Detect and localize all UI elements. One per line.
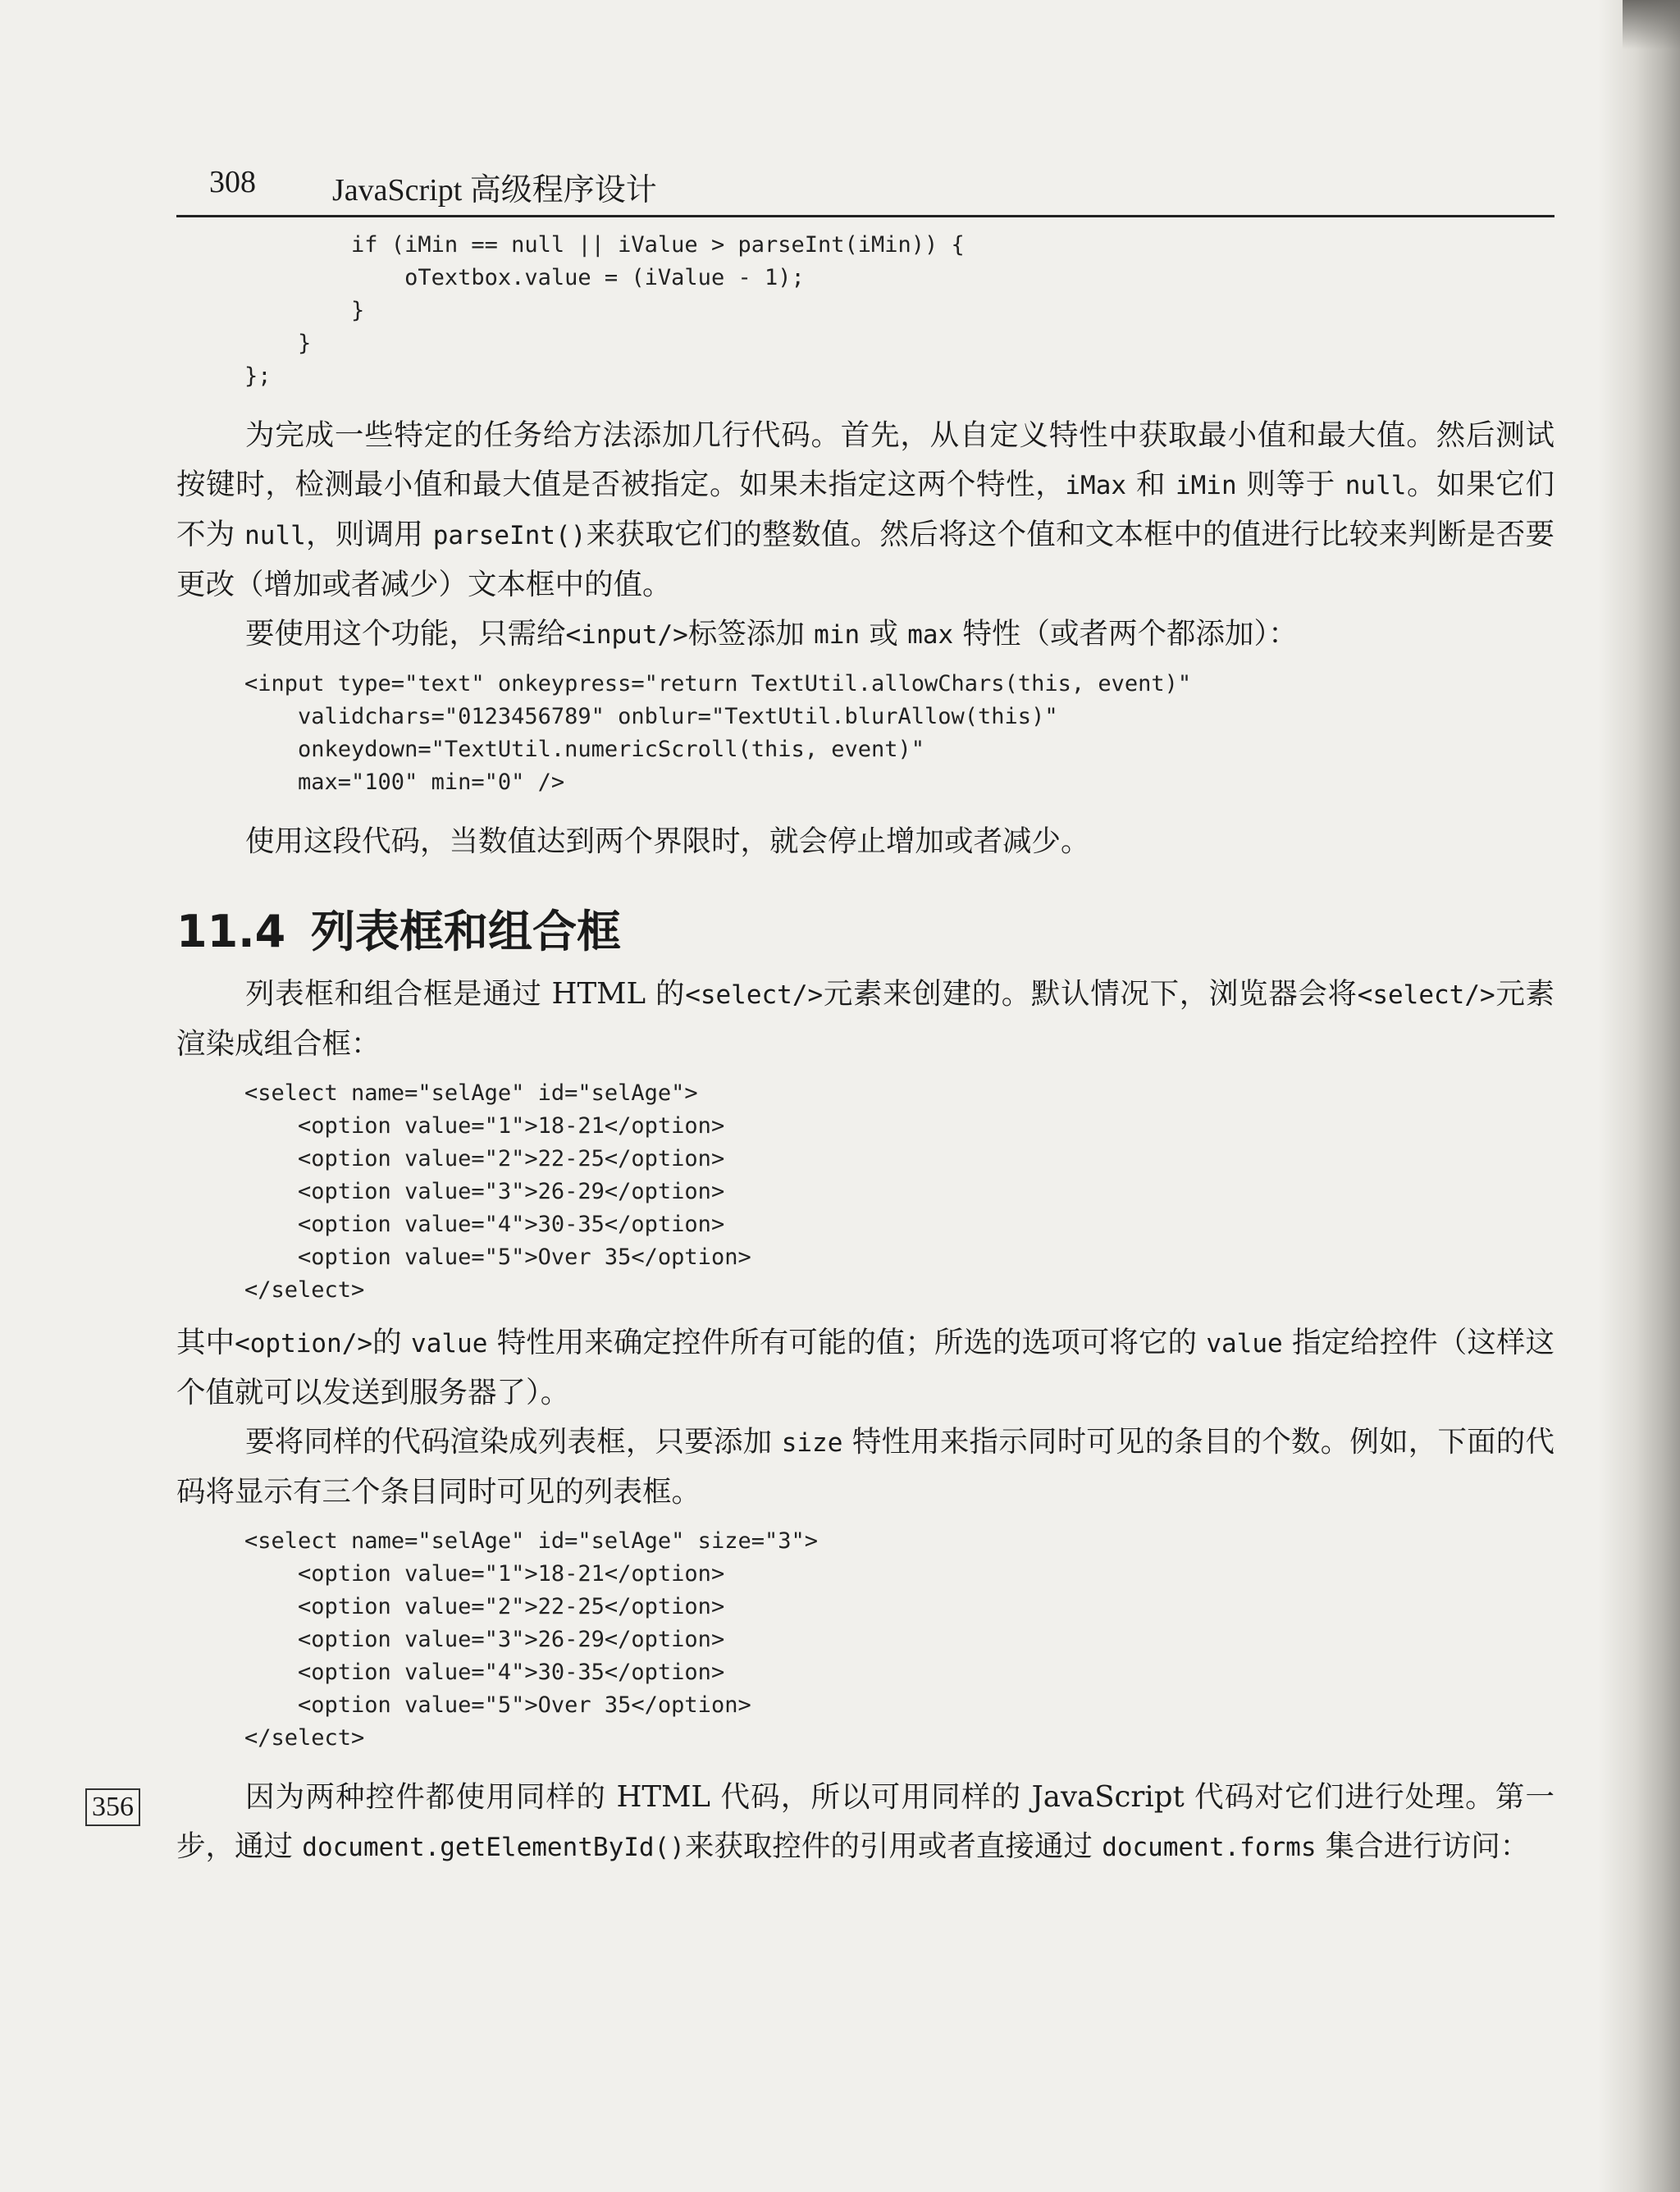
paragraph-limits: 使用这段代码，当数值达到两个界限时，就会停止增加或者减少。 — [245, 824, 1090, 858]
paragraph-listbox: 要将同样的代码渲染成列表框，只要添加 size 特性用来指示同时可见的条目的个数。例如，下面的代码将显示有三个条目同时可见的列表框。 — [176, 1425, 1554, 1509]
code-block-input-example: <input type="text" onkeypress="return TextUtil.allowChars(this, event)" validchars="0123456789" onblur="TextUtil.blurAllow(this)" onkeydown="TextUtil.numericScroll(this, event)" max="100" min="0" /> — [244, 671, 1192, 795]
code-block-combobox: <select name="selAge" id="selAge"> <option value="1">18-21</option> <option value="2">22-25</option> <option value="3">26-29</option> <option value="4">30-35</option> <option value="5">Over 35</option> </select> — [244, 1080, 751, 1303]
page-number: 308 — [209, 165, 256, 199]
book-spine-shadow — [1598, 0, 1680, 2192]
book-corner-shadow — [1623, 0, 1680, 49]
section-number: 11.4 — [176, 906, 286, 957]
running-header — [176, 156, 1554, 217]
section-title: 列表框和组合框 — [311, 906, 621, 957]
paragraph-select-intro: 列表框和组合框是通过 HTML 的<select/>元素来创建的。默认情况下，浏览器会将<select/>元素渲染成组合框： — [176, 977, 1554, 1061]
section-heading — [176, 899, 1554, 965]
paragraph-explanation: 为完成一些特定的任务给方法添加几行代码。首先，从自定义特性中获取最小值和最大值。然后测试按键时，检测最小值和最大值是否被指定。如果未指定这两个特性，iMax 和 iMin 则等于 null。如果它们不为 null，则调用 parseInt()来获取它们的整数值。然后将这个值和文本框中的值进行比较来判断是否要更改（增加或者减少）文本框中的值。 — [176, 418, 1554, 601]
margin-page-reference: 356 — [85, 1788, 140, 1826]
paragraph-javascript-access: 因为两种控件都使用同样的 HTML 代码，所以可用同样的 JavaScript 代码对它们进行处理。第一步，通过 document.getElementById()来获取控件的引用或者直接通过 document.forms 集合进行访问： — [176, 1780, 1554, 1863]
book-title: JavaScript 高级程序设计 — [332, 173, 657, 208]
paragraph-option-value: 其中<option/>的 value 特性用来确定控件所有可能的值；所选的选项可将它的 value 指定给控件（这样这个值就可以发送到服务器了）。 — [176, 1326, 1554, 1409]
paragraph-usage: 要使用这个功能，只需给<input/>标签添加 min 或 max 特性（或者两个都添加）： — [245, 617, 1298, 651]
book-page — [176, 156, 1554, 1872]
code-block-listbox: <select name="selAge" id="selAge" size="3"> <option value="1">18-21</option> <option value="2">22-25</option> <option value="3">26-29</option> <option value="4">30-35</option> <option value="5">Over 35</option> </select> — [244, 1528, 818, 1751]
code-block-numeric-scroll-tail: if (iMin == null || iValue > parseInt(iMin)) { oTextbox.value = (iValue - 1); } } }; — [244, 232, 965, 389]
